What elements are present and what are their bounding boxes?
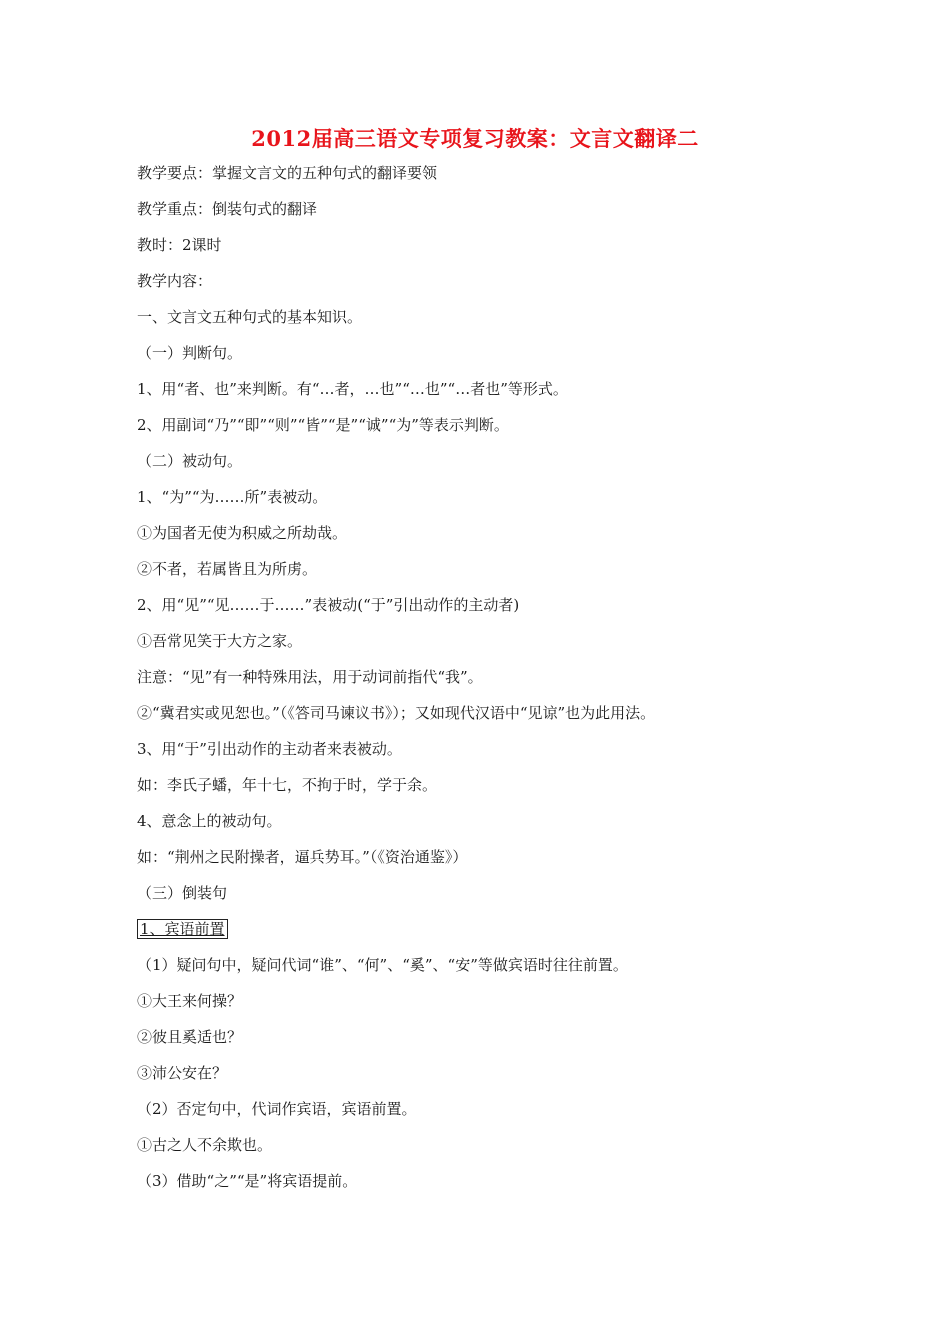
example-line: ①为国者无使为积威之所劫哉。 bbox=[137, 524, 348, 542]
example-line: ①古之人不余欺也。 bbox=[137, 1136, 273, 1154]
example-line: 如：“荆州之民附操者，逼兵势耳。”（《资治通鉴》） bbox=[137, 848, 468, 866]
section-heading: 一、文言文五种句式的基本知识。 bbox=[137, 308, 363, 326]
paragraph-line: 2、用副词“乃”“即”“则”“皆”“是”“诚”“为”等表示判断。 bbox=[137, 416, 509, 434]
document-title: 2012届高三语文专项复习教案：文言文翻译二 bbox=[251, 126, 699, 151]
subsection-heading: （三）倒装句 bbox=[137, 884, 228, 902]
example-line: ①大王来何操？ bbox=[137, 992, 243, 1010]
paragraph-line: （3）借助“之”“是”将宾语提前。 bbox=[137, 1172, 358, 1190]
teaching-points: 教学要点：掌握文言文的五种句式的翻译要领 bbox=[137, 164, 438, 182]
paragraph-line: 2、用“见”“见……于……”表被动(“于”引出动作的主动者) bbox=[137, 596, 520, 614]
example-line: 如：李氏子蟠，年十七，不拘于时，学于余。 bbox=[137, 776, 438, 794]
teaching-focus: 教学重点：倒装句式的翻译 bbox=[137, 200, 318, 218]
paragraph-line: 1、用“者、也”来判断。有“…者，…也”“…也”“…者也”等形式。 bbox=[137, 380, 568, 398]
subsection-heading: （一）判断句。 bbox=[137, 344, 243, 362]
note-line: 注意：“见”有一种特殊用法，用于动词前指代“我”。 bbox=[137, 668, 483, 686]
boxed-heading-text: 1、宾语前置 bbox=[137, 919, 228, 939]
paragraph-line: （2）否定句中，代词作宾语，宾语前置。 bbox=[137, 1100, 417, 1118]
paragraph-line: 4、意念上的被动句。 bbox=[137, 812, 282, 830]
example-line: ②彼且奚适也？ bbox=[137, 1028, 243, 1046]
teaching-content-heading: 教学内容： bbox=[137, 272, 213, 290]
example-line: ①吾常见笑于大方之家。 bbox=[137, 632, 303, 650]
class-hours: 教时：2课时 bbox=[137, 236, 222, 254]
example-line: ②“冀君实或见恕也。”（《答司马谏议书》）；又如现代汉语中“见谅”也为此用法。 bbox=[137, 704, 656, 722]
paragraph-line: 3、用“于”引出动作的主动者来表被动。 bbox=[137, 740, 402, 758]
example-line: ②不者，若属皆且为所虏。 bbox=[137, 560, 318, 578]
boxed-heading bbox=[137, 918, 228, 940]
paragraph-line: （1）疑问句中，疑问代词“谁”、“何”、“奚”、“安”等做宾语时往往前置。 bbox=[137, 956, 628, 974]
subsection-heading: （二）被动句。 bbox=[137, 452, 243, 470]
paragraph-line: 1、“为”“为……所”表被动。 bbox=[137, 488, 328, 506]
example-line: ③沛公安在？ bbox=[137, 1064, 228, 1082]
